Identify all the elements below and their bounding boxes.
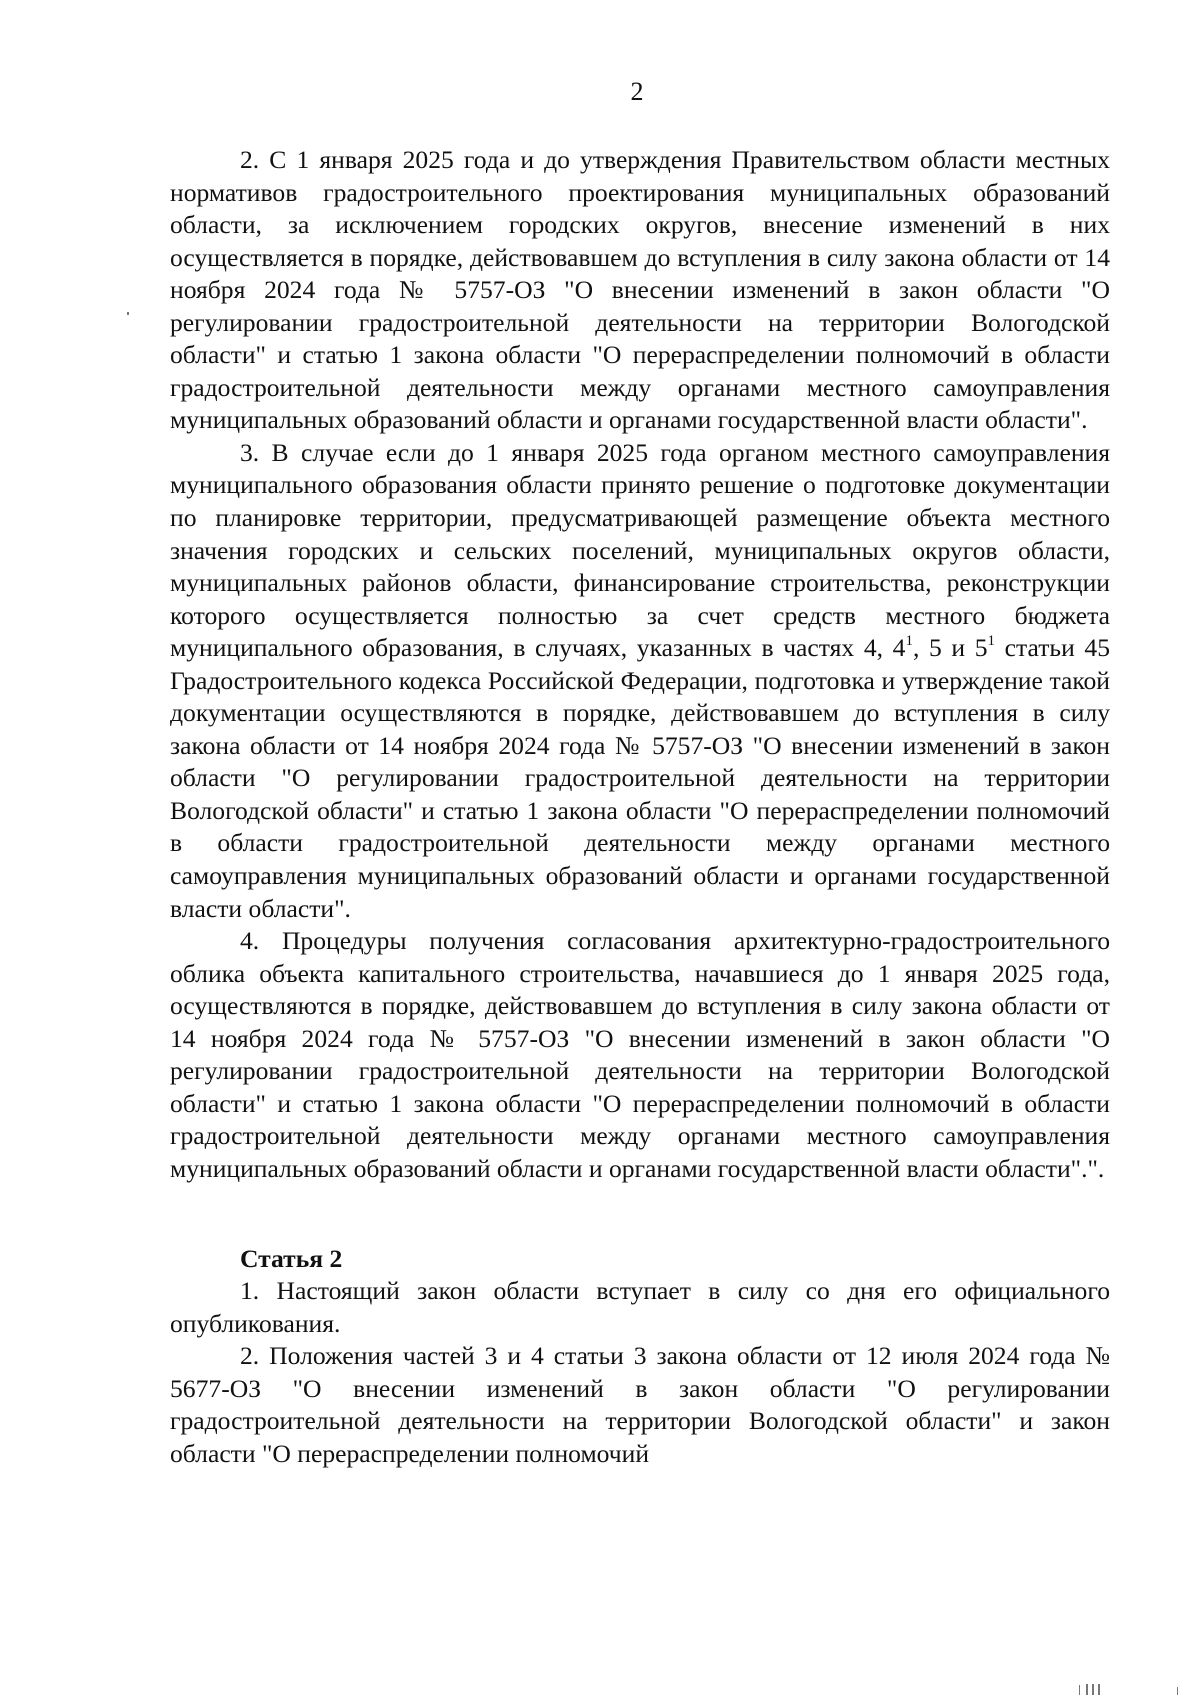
- paragraph-3-text-part-3: статьи 45 Градостроительного кодекса Российской Федерации, подготовка и утверждение такой документации осуществляются в порядке, действовавшем до вступления в силу закона области от 14 ноября 2024 года № 5757-ОЗ "О внесении изменений в закон области "О регулировании градостроительной деятельности на территории Вологодской области" и статью 1 закона области "О перераспределении полномочий в области градостроительной деятельности между органами местного самоуправления муниципальных образований области и органами государственной власти области".: [170, 633, 1110, 923]
- superscript-1: 1: [905, 633, 913, 650]
- superscript-2: 1: [987, 633, 996, 650]
- scan-artifact-bottom-1: [1079, 1685, 1080, 1695]
- paragraph-3-text-part-1: 3. В случае если до 1 января 2025 года органом местного самоуправления муниципального образования области принято решение о подготовке документации по планировке территории, предусматривающей размещение объекта местного значения городских и сельских поселений, муниципальных округов области, муниципальных районов области, финансирование строительства, реконструкции которого осуществляется полностью за счет средств местного бюджета муниципального образования, в случаях, указанных в частях 4, 4: [170, 437, 1110, 663]
- scan-artifact-bottom-4: [1098, 1684, 1100, 1695]
- scan-artifact-bottom-3: [1092, 1684, 1094, 1695]
- document-body: [170, 144, 1110, 1470]
- paragraph-3: [170, 437, 1110, 925]
- paragraph-2: 2. С 1 января 2025 года и до утверждения Правительством области местных нормативов градостроительного проектирования муниципальных образований области, за исключением городских округов, внесение изменений в них осуществляется в порядке, действовавшем до вступления в силу закона области от 14 ноября 2024 года № 5757-ОЗ "О внесении изменений в закон области "О регулировании градостроительной деятельности на территории Вологодской области" и статью 1 закона области "О перераспределении полномочий в области градостроительной деятельности между органами местного самоуправления муниципальных образований области и органами государственной власти области".: [170, 145, 1110, 435]
- paragraph-3-text-part-2: , 5 и 5: [912, 633, 988, 663]
- page-number: 2: [630, 77, 644, 106]
- scan-artifact-bottom-5: [1177, 1687, 1178, 1695]
- article-2-paragraph-2: 2. Положения частей 3 и 4 статьи 3 закона области от 12 июля 2024 года № 5677-ОЗ "О внесении изменений в закон области "О регулировании градостроительной деятельности на территории Вологодской области" и закон области "О перераспределении полномочий: [170, 1341, 1110, 1468]
- section-spacer: [170, 1186, 1110, 1243]
- article-2-paragraph-1: 1. Настоящий закон области вступает в силу со дня его официального опубликования.: [170, 1276, 1110, 1338]
- scan-artifact-bottom-2: [1086, 1684, 1088, 1695]
- scan-artifact-left: [127, 312, 129, 315]
- paragraph-4: 4. Процедуры получения согласования архитектурно-градостроительного облика объекта капитального строительства, начавшиеся до 1 января 2025 года, осуществляются в порядке, действовавшем до вступления в силу закона области от 14 ноября 2024 года № 5757-ОЗ "О внесении изменений в закон области "О регулировании градостроительной деятельности на территории Вологодской области" и статью 1 закона области "О перераспределении полномочий в области градостроительной деятельности между органами местного самоуправления муниципальных образований области и органами государственной власти области".".: [170, 926, 1110, 1183]
- article-2-heading: Статья 2: [240, 1243, 343, 1273]
